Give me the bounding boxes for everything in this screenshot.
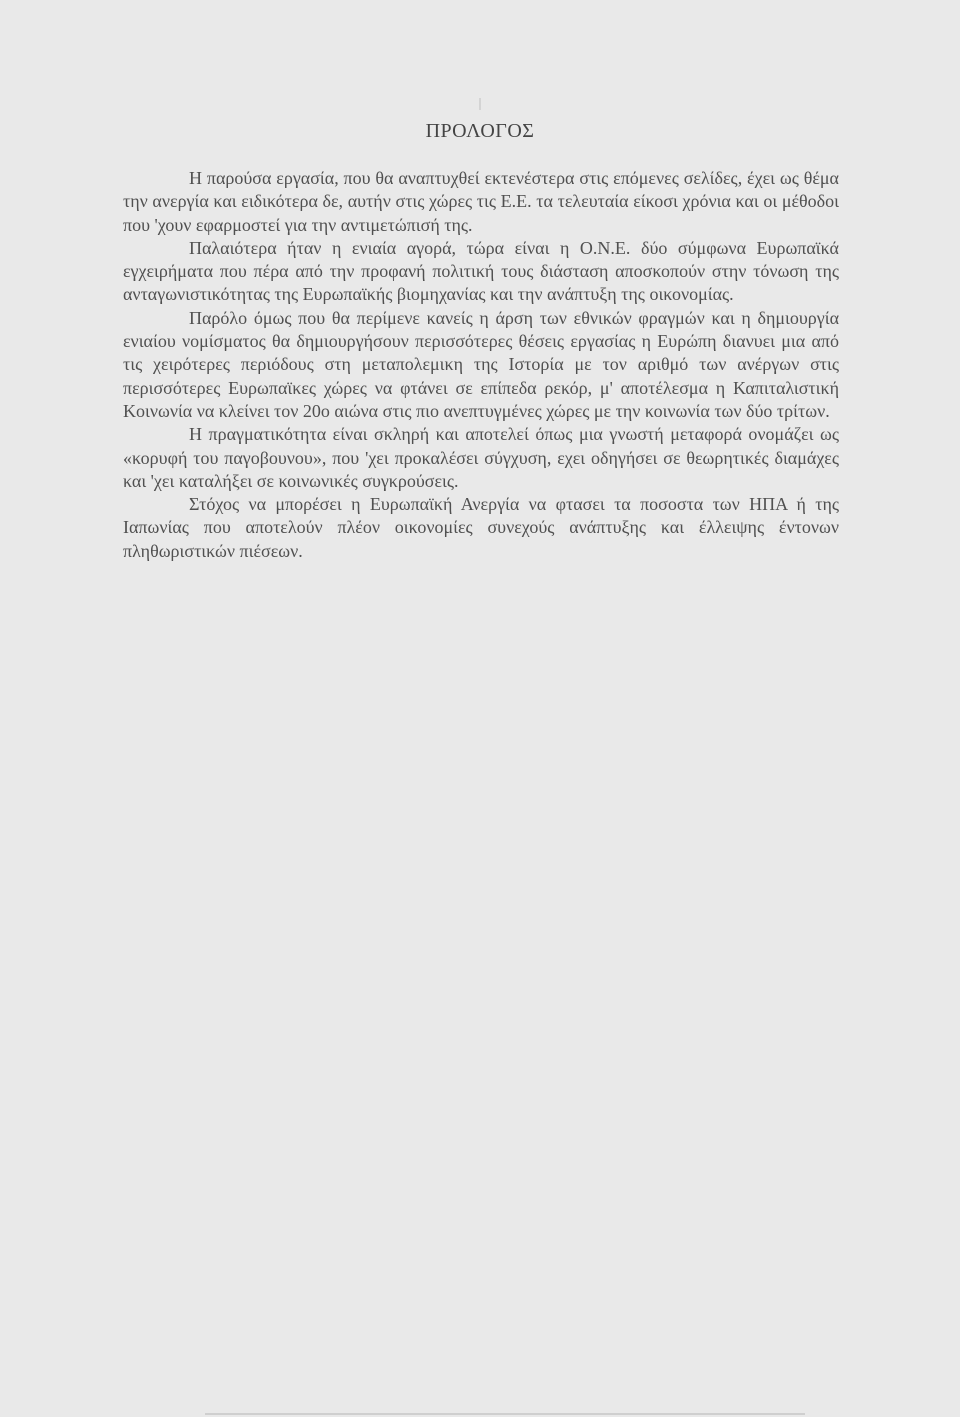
- paragraph-intro: Η παρούσα εργασία, που θα αναπτυχθεί εκτενέστερα στις επόμενες σελίδες, έχει ως θέμα την ανεργία και ειδικότερα δε, αυτήν στις χώρες τις Ε.Ε. τα τελευταία είκοσι χρόνια και οι μέθοδοι που 'χουν εφαρμοστεί για την αντιμετώπισή της.: [123, 168, 839, 235]
- body-text: [123, 167, 839, 563]
- paragraph-single-market: Παλαιότερα ήταν η ενιαία αγορά, τώρα είναι η Ο.Ν.Ε. δύο σύμφωνα Ευρωπαϊκά εγχειρήματα που πέρα από την προφανή πολιτική τους διάσταση αποσκοπούν στην τόνωση της ανταγωνιστικότητας της Ευρωπαϊκής βιομηχανίας και την ανάπτυξη της οικονομίας.: [123, 237, 839, 305]
- page-title: ΠΡΟΛΟΓΟΣ: [425, 120, 535, 142]
- paragraph-reality: Η πραγματικότητα είναι σκληρή και αποτελεί όπως μια γνωστή μεταφορά ονομάζει ως «κορυφή του παγοβουνου», που 'χει προκαλέσει σύγχυση, εχει οδηγήσει σε θεωρητικές διαμάχες και 'χει καταλήξει σε κοινωνικές συγκρούσεις.: [123, 424, 839, 491]
- paragraph-goal: Στόχος να μπορέσει η Ευρωπαϊκή Ανεργία να φτασει τα ποσοστα των ΗΠΑ ή της Ιαπωνίας που αποτελούν πλέον οικονομίες συνεχούς ανάπτυξης και έλλειψης έντονων πληθωριστικών πιέσεων.: [123, 494, 839, 561]
- paragraph-unemployment: Παρόλο όμως που θα περίμενε κανείς η άρση των εθνικών φραγμών και η δημιουργία ενιαίου νομίσματος θα δημιουργήσουν περισσότερες θέσεις εργασίας η Ευρώπη διανυει μια από τις χειρότερες περιόδους στη μεταπολεμικη της Ιστορία με τον αριθμό των ανέργων στις περισσότερες Ευρωπαϊκες χώρες να φτάνει σε επίπεδα ρεκόρ, μ' αποτέλεσμα η Καπιταλιστική Κοινωνία να κλείνει τον 20ο αιώνα στις πιο ανεπτυγμένες χώρες με την κοινωνία των δύο τρίτων.: [123, 307, 839, 421]
- bottom-divider: [205, 1413, 805, 1415]
- scan-mark: [479, 98, 481, 110]
